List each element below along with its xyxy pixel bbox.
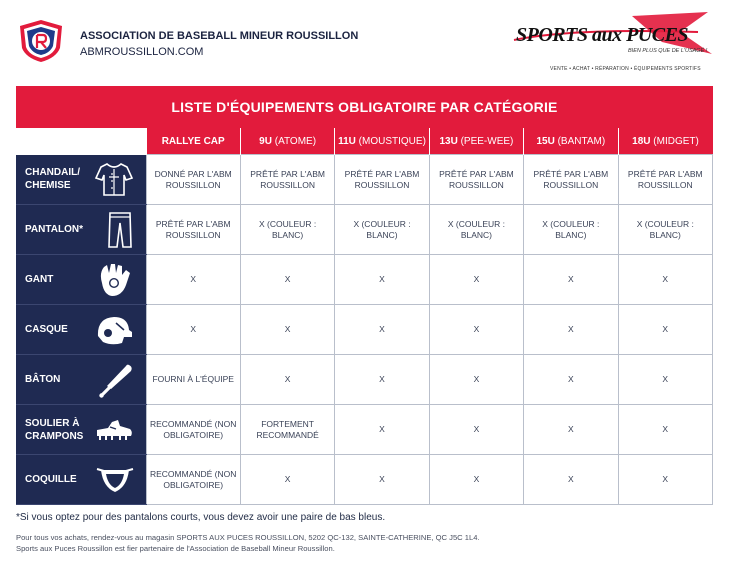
table-cell: X	[618, 305, 712, 355]
table-cell: X	[335, 255, 429, 305]
table-row	[16, 255, 713, 305]
table-cell: X	[618, 455, 712, 505]
table-cell: X	[335, 405, 429, 455]
table-cell: RECOMMANDÉ (NON OBLIGATOIRE)	[146, 455, 240, 505]
table-cell: X	[524, 405, 618, 455]
table-cell: X	[524, 355, 618, 405]
row-category	[16, 405, 146, 455]
table-cell: PRÊTÉ PAR L'ABM ROUSSILLON	[618, 155, 712, 205]
org-url[interactable]: ABMROUSSILLON.COM	[80, 46, 204, 58]
cup-icon	[96, 465, 134, 495]
row-category	[16, 355, 146, 405]
category-label: COQUILLE	[25, 473, 77, 485]
table-cell: PRÊTÉ PAR L'ABM ROUSSILLON	[524, 155, 618, 205]
sponsor-name: SPORTS aux PUCES	[516, 24, 689, 46]
row-category	[16, 255, 146, 305]
table-row	[16, 455, 713, 505]
table-cell: PRÊTÉ PAR L'ABM ROUSSILLON	[429, 155, 523, 205]
table-cell: X	[429, 255, 523, 305]
row-category	[16, 455, 146, 505]
abm-logo-icon	[16, 18, 66, 64]
table-cell: X	[335, 455, 429, 505]
table-cell: X	[524, 255, 618, 305]
sponsor-logo	[512, 10, 716, 74]
table-row	[16, 405, 713, 455]
table-cell: X	[146, 305, 240, 355]
table-cell: X	[524, 305, 618, 355]
footer	[16, 532, 480, 554]
column-header: 11U (MOUSTIQUE)	[335, 128, 429, 155]
category-label: SOULIER À CRAMPONS	[25, 417, 84, 442]
table-row	[16, 205, 713, 255]
sponsor-services: VENTE • ACHAT • RÉPARATION • ÉQUIPEMENTS SPORTIFS	[550, 66, 701, 72]
pants-icon	[106, 211, 134, 249]
column-header: 9U (ATOME)	[240, 128, 334, 155]
category-label: GANT	[25, 273, 54, 285]
table-cell: PRÊTÉ PAR L'ABM ROUSSILLON	[146, 205, 240, 255]
bat-icon	[98, 362, 134, 398]
table-cell: X	[618, 255, 712, 305]
table-row	[16, 155, 713, 205]
table-row	[16, 305, 713, 355]
category-label: BÂTON	[25, 373, 61, 385]
column-header: 13U (PEE-WEE)	[429, 128, 523, 155]
category-label: CHANDAIL/ CHEMISE	[25, 167, 80, 192]
category-label: PANTALON*	[25, 223, 83, 235]
table-cell: PRÊTÉ PAR L'ABM ROUSSILLON	[335, 155, 429, 205]
table-cell: X	[240, 455, 334, 505]
table-cell: X	[240, 255, 334, 305]
org-name: ASSOCIATION DE BASEBALL MINEUR ROUSSILLON	[80, 30, 359, 42]
row-category	[16, 305, 146, 355]
jersey-icon	[94, 161, 134, 197]
table-cell: X (COULEUR : BLANC)	[240, 205, 334, 255]
footer-line: Pour tous vos achats, rendez-vous au magasin SPORTS AUX PUCES ROUSSILLON, 5202 QC-132, SAINTE-CATHERINE, QC J5C 1L4.	[16, 533, 480, 542]
equipment-table	[16, 128, 713, 505]
table-cell: X	[429, 355, 523, 405]
table-cell: FOURNI À L'ÉQUIPE	[146, 355, 240, 405]
table-cell: FORTEMENT RECOMMANDÉ	[240, 405, 334, 455]
category-label: CASQUE	[25, 323, 68, 335]
table-cell: X	[146, 255, 240, 305]
table-cell: PRÊTÉ PAR L'ABM ROUSSILLON	[240, 155, 334, 205]
helmet-icon	[94, 312, 134, 348]
table-cell: X (COULEUR : BLANC)	[524, 205, 618, 255]
table-cell: X (COULEUR : BLANC)	[429, 205, 523, 255]
column-header: RALLYE CAP	[146, 128, 240, 155]
column-header: 15U (BANTAM)	[524, 128, 618, 155]
row-category	[16, 155, 146, 205]
table-cell: X (COULEUR : BLANC)	[335, 205, 429, 255]
footer-line: Sports aux Puces Roussillon est fier partenaire de l'Association de Baseball Mineur Roussillon.	[16, 544, 335, 553]
table-cell: X	[335, 305, 429, 355]
header	[0, 0, 730, 80]
glove-icon	[96, 261, 134, 299]
table-cell: X	[429, 305, 523, 355]
table-cell: RECOMMANDÉ (NON OBLIGATOIRE)	[146, 405, 240, 455]
table-cell: X	[429, 405, 523, 455]
table-cell: X	[618, 405, 712, 455]
table-cell: X	[429, 455, 523, 505]
table-cell: X	[240, 355, 334, 405]
column-header: 18U (MIDGET)	[618, 128, 712, 155]
table-cell: DONNÉ PAR L'ABM ROUSSILLON	[146, 155, 240, 205]
page-title: LISTE D'ÉQUIPEMENTS OBLIGATOIRE PAR CATÉGORIE	[16, 86, 713, 128]
table-corner	[16, 128, 146, 155]
footnote: *Si vous optez pour des pantalons courts, vous devez avoir une paire de bas bleus.	[16, 512, 386, 523]
table-cell: X	[524, 455, 618, 505]
table-cell: X	[335, 355, 429, 405]
cleat-icon	[94, 416, 134, 444]
table-cell: X	[618, 355, 712, 405]
table-row	[16, 355, 713, 405]
table-cell: X	[240, 305, 334, 355]
sponsor-tagline: BIEN PLUS QUE DE L'USAGÉ !	[628, 48, 708, 54]
table-cell: X (COULEUR : BLANC)	[618, 205, 712, 255]
row-category	[16, 205, 146, 255]
table-header-row	[16, 128, 713, 155]
